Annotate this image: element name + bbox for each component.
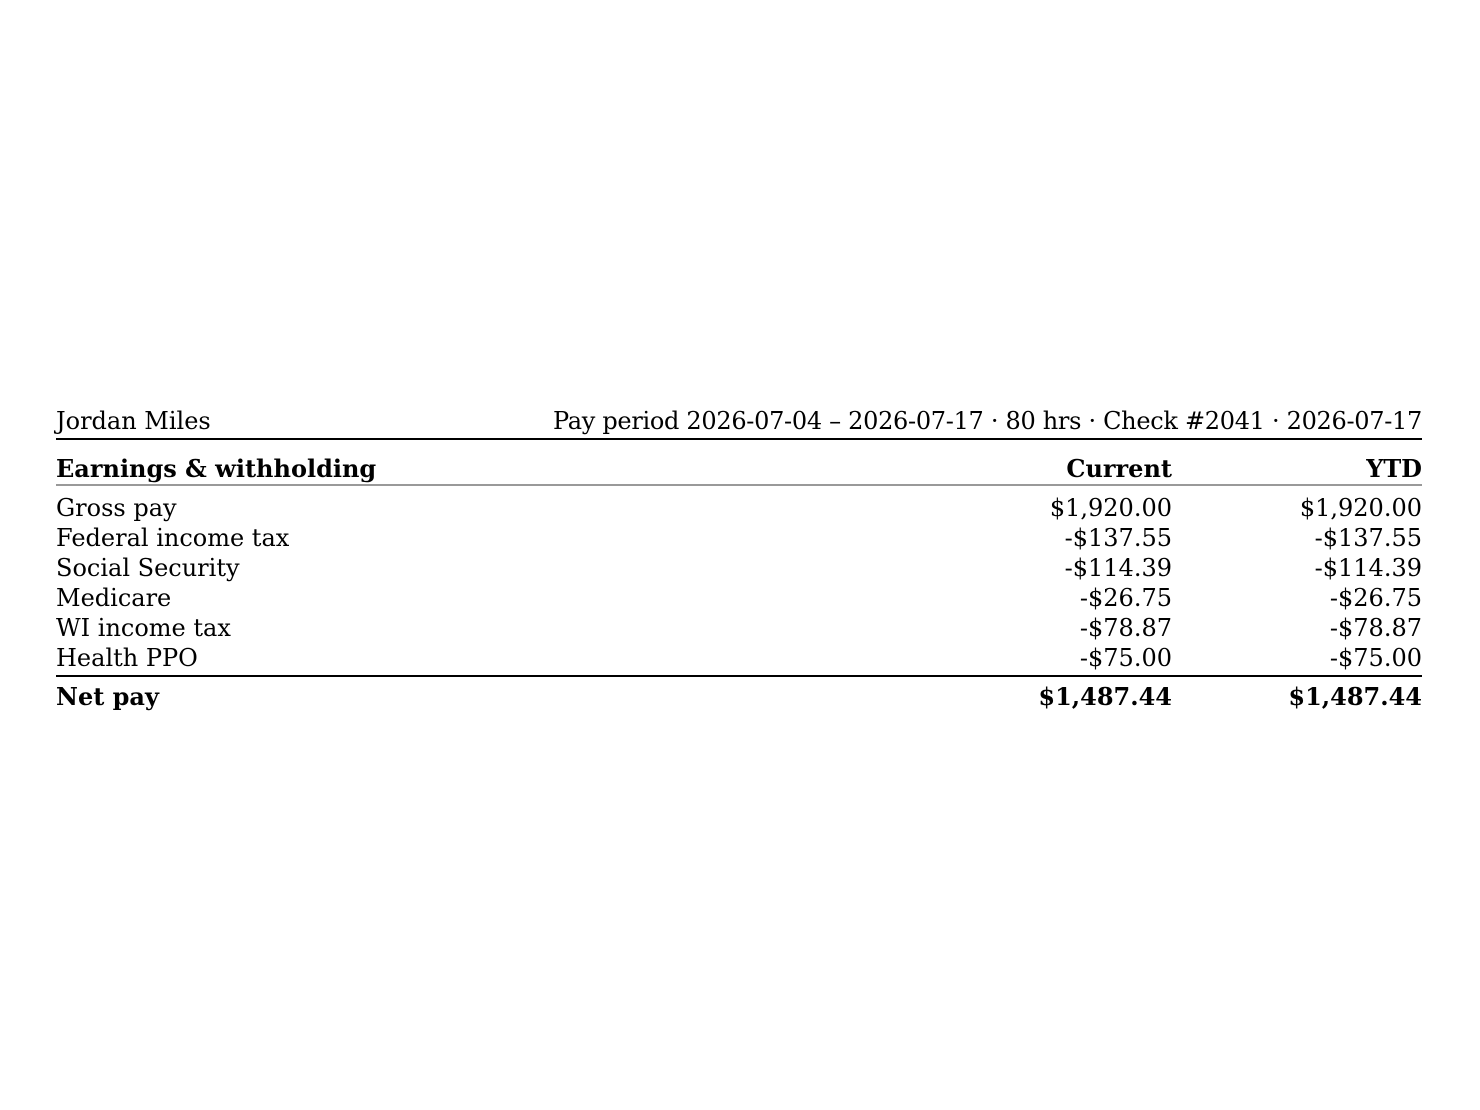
row-ytd: $1,920.00 (1299, 494, 1422, 522)
column-header-ytd: YTD (1172, 440, 1422, 485)
table-header-row (56, 440, 1422, 485)
row-label: Medicare (56, 584, 172, 612)
net-pay-ytd: $1,487.44 (1172, 676, 1422, 717)
row-label: Gross pay (56, 494, 177, 522)
stub-header (56, 404, 1422, 440)
row-current: -$26.75 (1079, 584, 1172, 612)
row-ytd: -$114.39 (1314, 554, 1422, 582)
net-pay-label: Net pay (56, 676, 992, 717)
table-row (56, 523, 1422, 553)
row-ytd: -$78.87 (1329, 614, 1422, 642)
table-row (56, 553, 1422, 583)
pay-stub (56, 404, 1422, 717)
row-current: -$114.39 (1064, 554, 1172, 582)
row-current: $1,920.00 (1049, 494, 1172, 522)
net-pay-row (56, 676, 1422, 717)
row-label: Health PPO (56, 644, 198, 672)
row-current: -$137.55 (1064, 524, 1172, 552)
row-current: -$78.87 (1079, 614, 1172, 642)
column-header-label: Earnings & withholding (56, 440, 992, 485)
earnings-table (56, 440, 1422, 717)
row-ytd: -$26.75 (1329, 584, 1422, 612)
column-header-current: Current (992, 440, 1172, 485)
row-label: Federal income tax (56, 524, 290, 552)
employee-name: Jordan Miles (56, 407, 211, 435)
net-pay-current: $1,487.44 (992, 676, 1172, 717)
row-ytd: -$75.00 (1329, 644, 1422, 672)
table-row (56, 613, 1422, 643)
row-label: WI income tax (56, 614, 231, 642)
row-current: -$75.00 (1079, 644, 1172, 672)
table-row (56, 643, 1422, 676)
table-row (56, 583, 1422, 613)
row-ytd: -$137.55 (1314, 524, 1422, 552)
row-label: Social Security (56, 554, 240, 582)
table-row (56, 485, 1422, 523)
pay-period-info: Pay period 2026-07-04 – 2026-07-17 · 80 hrs · Check #2041 · 2026-07-17 (552, 407, 1422, 435)
